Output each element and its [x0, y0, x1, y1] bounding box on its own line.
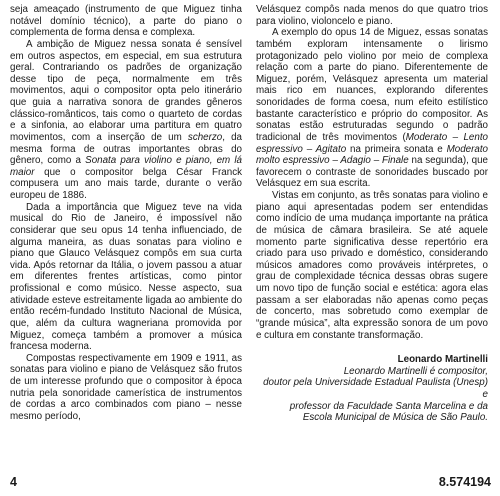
body-text: A exemplo do opus 14 de Miguez, essas sonatas também exploram intensamente o lirismo protagonizado pelo violino por meio de complexa relação com a parte do piano. Diferentemente de Miguez, porém, Velásquez apresenta um material mais rico em nuances, explorando diferentes sonoridades de forma coesa, num efeito estilístico bastante característico e próprio do compositor. As sonatas estão estruturadas segundo o padrão tradicional de três movimentos ( [256, 27, 488, 143]
catalog-number: 8.574194 [438, 475, 491, 489]
page-number: 4 [10, 475, 17, 489]
body-text: Velásquez compôs nada menos do que quatro trios para violino, violoncelo e piano. [256, 4, 488, 27]
author-bio-line-4: Escola Municipal de Música de São Paulo. [302, 412, 488, 424]
left-paragraph-2 [10, 39, 242, 202]
author-name: Leonardo Martinelli [397, 354, 488, 366]
body-text: Compostas respectivamente em 1909 e 1911, as sonatas para violino e piano de Velásquez são frutos de um interesse profundo que o compositor à época nutria pela sonoridade camerística de instrumentos de cordas a arco combinados com piano – nesse mesmo período, [10, 352, 242, 422]
right-paragraph-2 [256, 27, 488, 190]
author-bio-line-1: Leonardo Martinelli é compositor, [343, 365, 488, 377]
italic-text: Sonata para violino e piano, em lá maior [10, 155, 242, 178]
page-footer [0, 475, 500, 491]
italic-text: scherzo [187, 131, 223, 143]
author-bio-line-2: doutor pela Universidade Estadual Paulista (Unesp) e [263, 377, 488, 400]
right-text-column [256, 4, 488, 424]
italic-text: Moderato molto espressivo – Adagio – Finale [256, 143, 488, 167]
left-text-column [10, 4, 242, 423]
left-paragraph-1 [10, 4, 242, 39]
right-paragraph-3 [256, 190, 488, 341]
body-text: que o compositor belga César Franck compusera um ano mais tarde, durante o verão europeu de 1886. [10, 166, 242, 201]
body-text: na primeira sonata e [346, 143, 447, 155]
author-bio-line-3: professor da Faculdade Santa Marcelina e da [289, 400, 488, 412]
body-text: seja ameaçado (instrumento de que Miguez tinha notável domínio técnico), a parte do piano o complementa de forma densa e complexa. [10, 4, 242, 39]
body-text: Dada a importância que Miguez teve na vida musical do Rio de Janeiro, é impossível não considerar que seu opus 14 tenha influenciado, de alguma maneira, as duas sonatas para violino e piano que Glauco Velásquez compôs em sua curta vida. Após retornar da Itália, o jovem passou a atuar em diferentes frentes artísticas, como pintor profissional e como músico. Nesse aspecto, sua atividade esteve estreitamente ligada ao ambiente do então recém-fundado Instituto Nacional de Música, que, além da cultura wagneriana promovida por Miguez, começa também a promover a música francesa moderna. [10, 201, 243, 353]
body-text: Vistas em conjunto, as três sonatas para violino e piano aqui apresentadas podem ser entendidas como indício de uma mudança importante na prática de música de câmara brasileira. Se até aquele momento parte significativa desse repertório era criado para uso privado e doméstico, considerando músicos amadores como prováveis intérpretes, o grau de complexidade técnica dessas obras sugere um novo tipo de função social e estética: agora elas passam a ser elaboradas não apenas como peças de concerto, mas sobretudo como exemplar de “grande música”, alta expressão sonora de um povo e cultura em constante transformação. [256, 190, 488, 341]
body-text: na segunda), que favorecem o contraste de sonoridades buscado por Velásquez em sua escrita. [256, 155, 488, 190]
author-signature [256, 354, 488, 424]
left-paragraph-4 [10, 353, 242, 423]
right-paragraph-1 [256, 4, 488, 27]
body-text: A ambição de Miguez nessa sonata é sensível em outros aspectos, em especial, em sua estrutura geral. Contrariando os padrões de organização desse tipo de peça, normalmente em três movimentos, aqui o compositor opta pelo itinerário que guia a narrativa sonora de grandes gêneros clássico-românticos, tais como o quarteto de cordas e a sinfonia, ao elaborar uma partitura em quatro movimentos, com a inserção de um [10, 38, 242, 143]
left-paragraph-3 [10, 202, 242, 353]
italic-text: Moderato – Lento espressivo – Agitato [256, 131, 488, 155]
body-text: , da mesma forma de outras importantes obras do gênero, como a [10, 131, 243, 167]
